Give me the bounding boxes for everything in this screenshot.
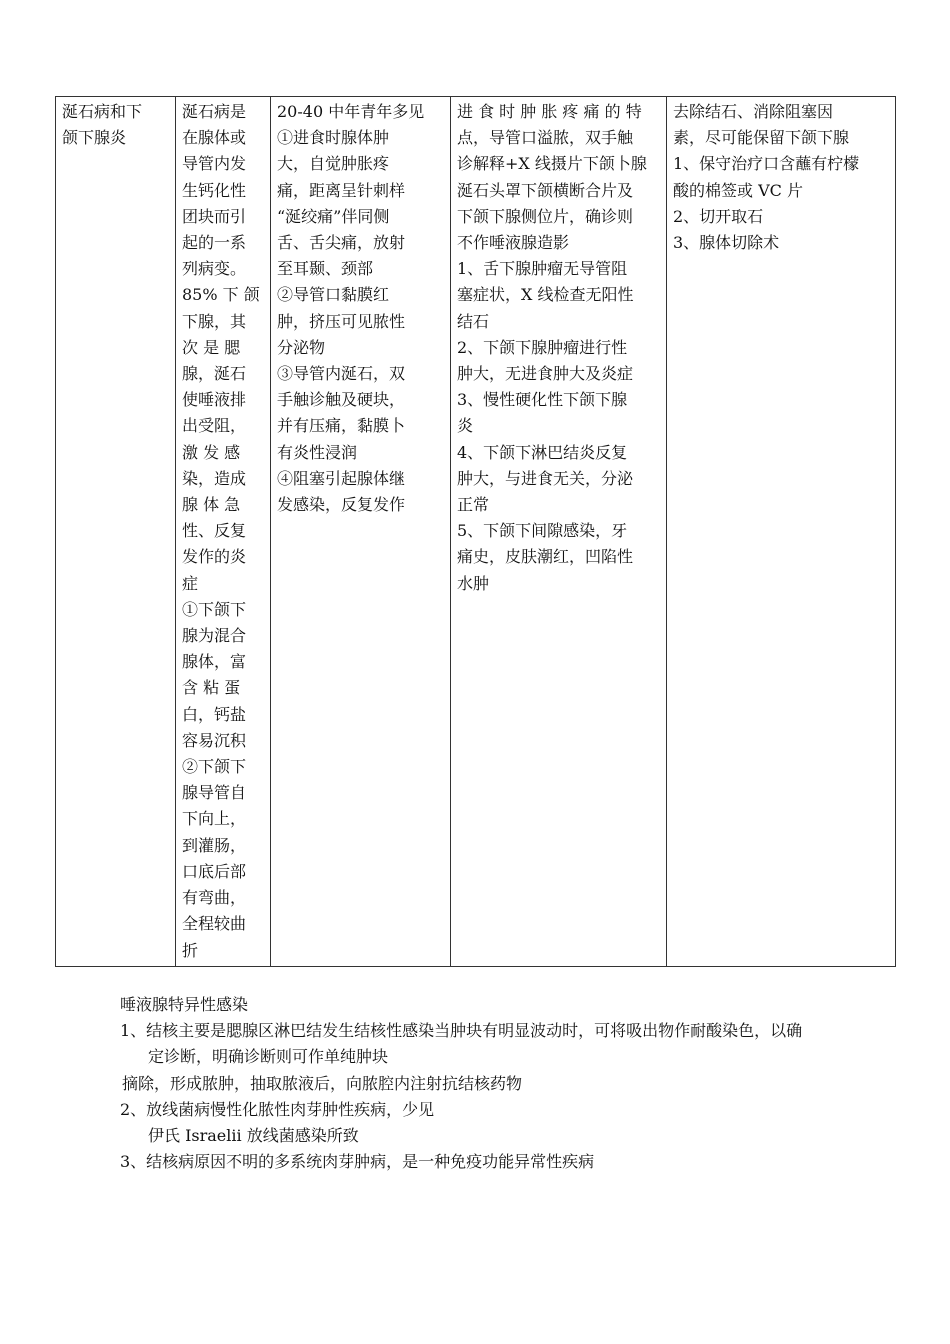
pathogenesis-line: 有弯曲，	[182, 888, 247, 908]
diagnosis-line: 水肿	[457, 573, 490, 593]
treatment-line: 3、腺体切除术	[673, 233, 780, 253]
pathogenesis-line: 全程较曲	[182, 914, 247, 934]
clinical-line: ①进食时腺体肿	[277, 128, 390, 148]
diagnosis-line: 正常	[457, 495, 490, 515]
pathogenesis-line: 腺为混合	[182, 626, 247, 646]
pathogenesis-line: 生钙化性	[182, 180, 247, 200]
pathogenesis-cell	[176, 97, 271, 967]
clinical-line: 有炎性浸润	[277, 442, 358, 462]
clinical-line: 舌、舌尖痛，放射	[277, 233, 406, 253]
treatment-line: 酸的棉签或 VC 片	[673, 180, 803, 200]
notes-section	[120, 992, 900, 1175]
pathogenesis-line: 下腺，其	[182, 311, 247, 331]
pathogenesis-line: 口底后部	[182, 861, 247, 881]
pathogenesis-line: ①下颌下	[182, 599, 247, 619]
clinical-line: 至耳颞、颈部	[277, 259, 374, 279]
diagnosis-line: 进 食 时 肿 胀 疼 痛 的 特	[457, 102, 642, 121]
diagnosis-line: 诊解释+X 线摄片下颌卜腺	[457, 154, 647, 174]
pathogenesis-line: 起的一系	[182, 233, 247, 253]
clinical-line: 20-40 中年青年多见	[277, 102, 425, 121]
clinical-line: ④阻塞引起腺体继	[277, 468, 406, 488]
treatment-line: 1、保守治疗口含蘸有柠檬	[673, 154, 860, 174]
diagnosis-line: 结石	[457, 311, 490, 331]
diagnosis-line: 3、慢性硬化性下颌下腺	[457, 390, 628, 410]
diagnosis-line: 塞症状，X 线检查无阳性	[457, 285, 634, 305]
note-item-2-cont: 伊氏 Israelii 放线菌感染所致	[148, 1126, 359, 1146]
diagnosis-line: 5、下颌下间隙感染，牙	[457, 521, 628, 541]
note-item-2: 2、放线菌病慢性化脓性肉芽肿性疾病，少见	[120, 1099, 435, 1119]
pathogenesis-line: 容易沉积	[182, 730, 247, 750]
treatment-cell	[667, 97, 896, 967]
pathogenesis-line: 在腺体或	[182, 128, 247, 148]
pathogenesis-line: 性、反复	[182, 521, 247, 541]
diagnosis-line: 肿大，与进食无关，分泌	[457, 468, 634, 488]
clinical-line: ②导管口黏膜红	[277, 285, 390, 305]
diagnosis-line: 涎石头罩下颌横断合片及	[457, 180, 634, 200]
notes-heading: 唾液腺特异性感染	[120, 995, 249, 1014]
treatment-line: 去除结石、消除阻塞因	[673, 102, 834, 121]
note-item-1-cont: 定诊断，明确诊断则可作单纯肿块	[148, 1047, 389, 1067]
pathogenesis-line: 症	[182, 573, 199, 593]
diagnosis-line: 4、下颌下淋巴结炎反复	[457, 442, 628, 462]
pathogenesis-line: 85% 下 颌	[182, 285, 260, 305]
pathogenesis-line: 下向上，	[182, 809, 247, 829]
diagnosis-line: 2、下颌下腺肿瘤进行性	[457, 337, 628, 357]
disease-cell	[56, 97, 176, 967]
note-item-3: 3、结核病原因不明的多系统肉芽肿病，是一种免疫功能异常性疾病	[120, 1152, 595, 1172]
clinical-line: ③导管内涎石，双	[277, 364, 406, 384]
pathogenesis-line: 腺 体 急	[182, 495, 241, 515]
note-item-1-cont2: 摘除，形成脓肿，抽取脓液后，向脓腔内注射抗结核药物	[122, 1073, 523, 1093]
note-item-1: 1、结核主要是腮腺区淋巴结发生结核性感染当肿块有明显波动时，可将吸出物作耐酸染色，以确	[120, 1021, 803, 1041]
diagnosis-line: 不作唾液腺造影	[457, 233, 570, 253]
pathogenesis-line: 腺，涎石	[182, 364, 247, 384]
pathogenesis-line: 列病变。	[182, 259, 247, 279]
clinical-line: 并有压痛，黏膜卜	[277, 416, 406, 436]
clinical-line: 发感染，反复发作	[277, 495, 406, 515]
pathogenesis-line: 激 发 感	[182, 442, 241, 462]
clinical-line: “涎绞痛”伴同侧	[277, 206, 390, 226]
diagnosis-cell	[451, 97, 667, 967]
pathogenesis-line: 白，钙盐	[182, 704, 247, 724]
pathogenesis-line: 含 粘 蛋	[182, 678, 241, 698]
clinical-line: 分泌物	[277, 337, 326, 357]
diagnosis-line: 炎	[457, 416, 474, 436]
pathogenesis-line: 发作的炎	[182, 547, 247, 567]
clinical-line: 大，自觉肿胀疼	[277, 154, 390, 174]
clinical-line: 肿，挤压可见脓性	[277, 311, 406, 331]
pathogenesis-line: ②下颌下	[182, 757, 247, 777]
pathogenesis-line: 导管内发	[182, 154, 247, 174]
diagnosis-line: 1、舌下腺肿瘤无导管阻	[457, 259, 628, 279]
diagnosis-line: 下颌下腺侧位片，确诊则	[457, 206, 634, 226]
pathogenesis-line: 次 是 腮	[182, 337, 241, 357]
pathogenesis-line: 团块而引	[182, 206, 247, 226]
pathogenesis-line: 腺体，富	[182, 652, 247, 672]
treatment-line: 2、切开取石	[673, 206, 764, 226]
disease-table	[55, 96, 896, 967]
pathogenesis-line: 折	[182, 940, 199, 960]
diagnosis-line: 肿大，无进食肿大及炎症	[457, 364, 634, 384]
pathogenesis-line: 使唾液排	[182, 390, 247, 410]
diagnosis-line: 点，导管口溢脓，双手触	[457, 128, 634, 148]
diagnosis-line: 痛史，皮肤潮红，凹陷性	[457, 547, 634, 567]
clinical-line: 痛，距离呈针刺样	[277, 180, 406, 200]
clinical-line: 手触诊触及硬块，	[277, 390, 406, 410]
pathogenesis-line: 染，造成	[182, 468, 247, 488]
pathogenesis-line: 涎石病是	[182, 102, 247, 121]
disease-line: 颌下腺炎	[62, 128, 127, 148]
disease-line: 涎石病和下	[62, 102, 143, 121]
clinical-cell	[271, 97, 451, 967]
treatment-line: 素，尽可能保留下颌下腺	[673, 128, 850, 148]
pathogenesis-line: 腺导管自	[182, 783, 247, 803]
table-row	[56, 97, 896, 967]
pathogenesis-line: 出受阻，	[182, 416, 247, 436]
pathogenesis-line: 到灌肠，	[182, 835, 247, 855]
